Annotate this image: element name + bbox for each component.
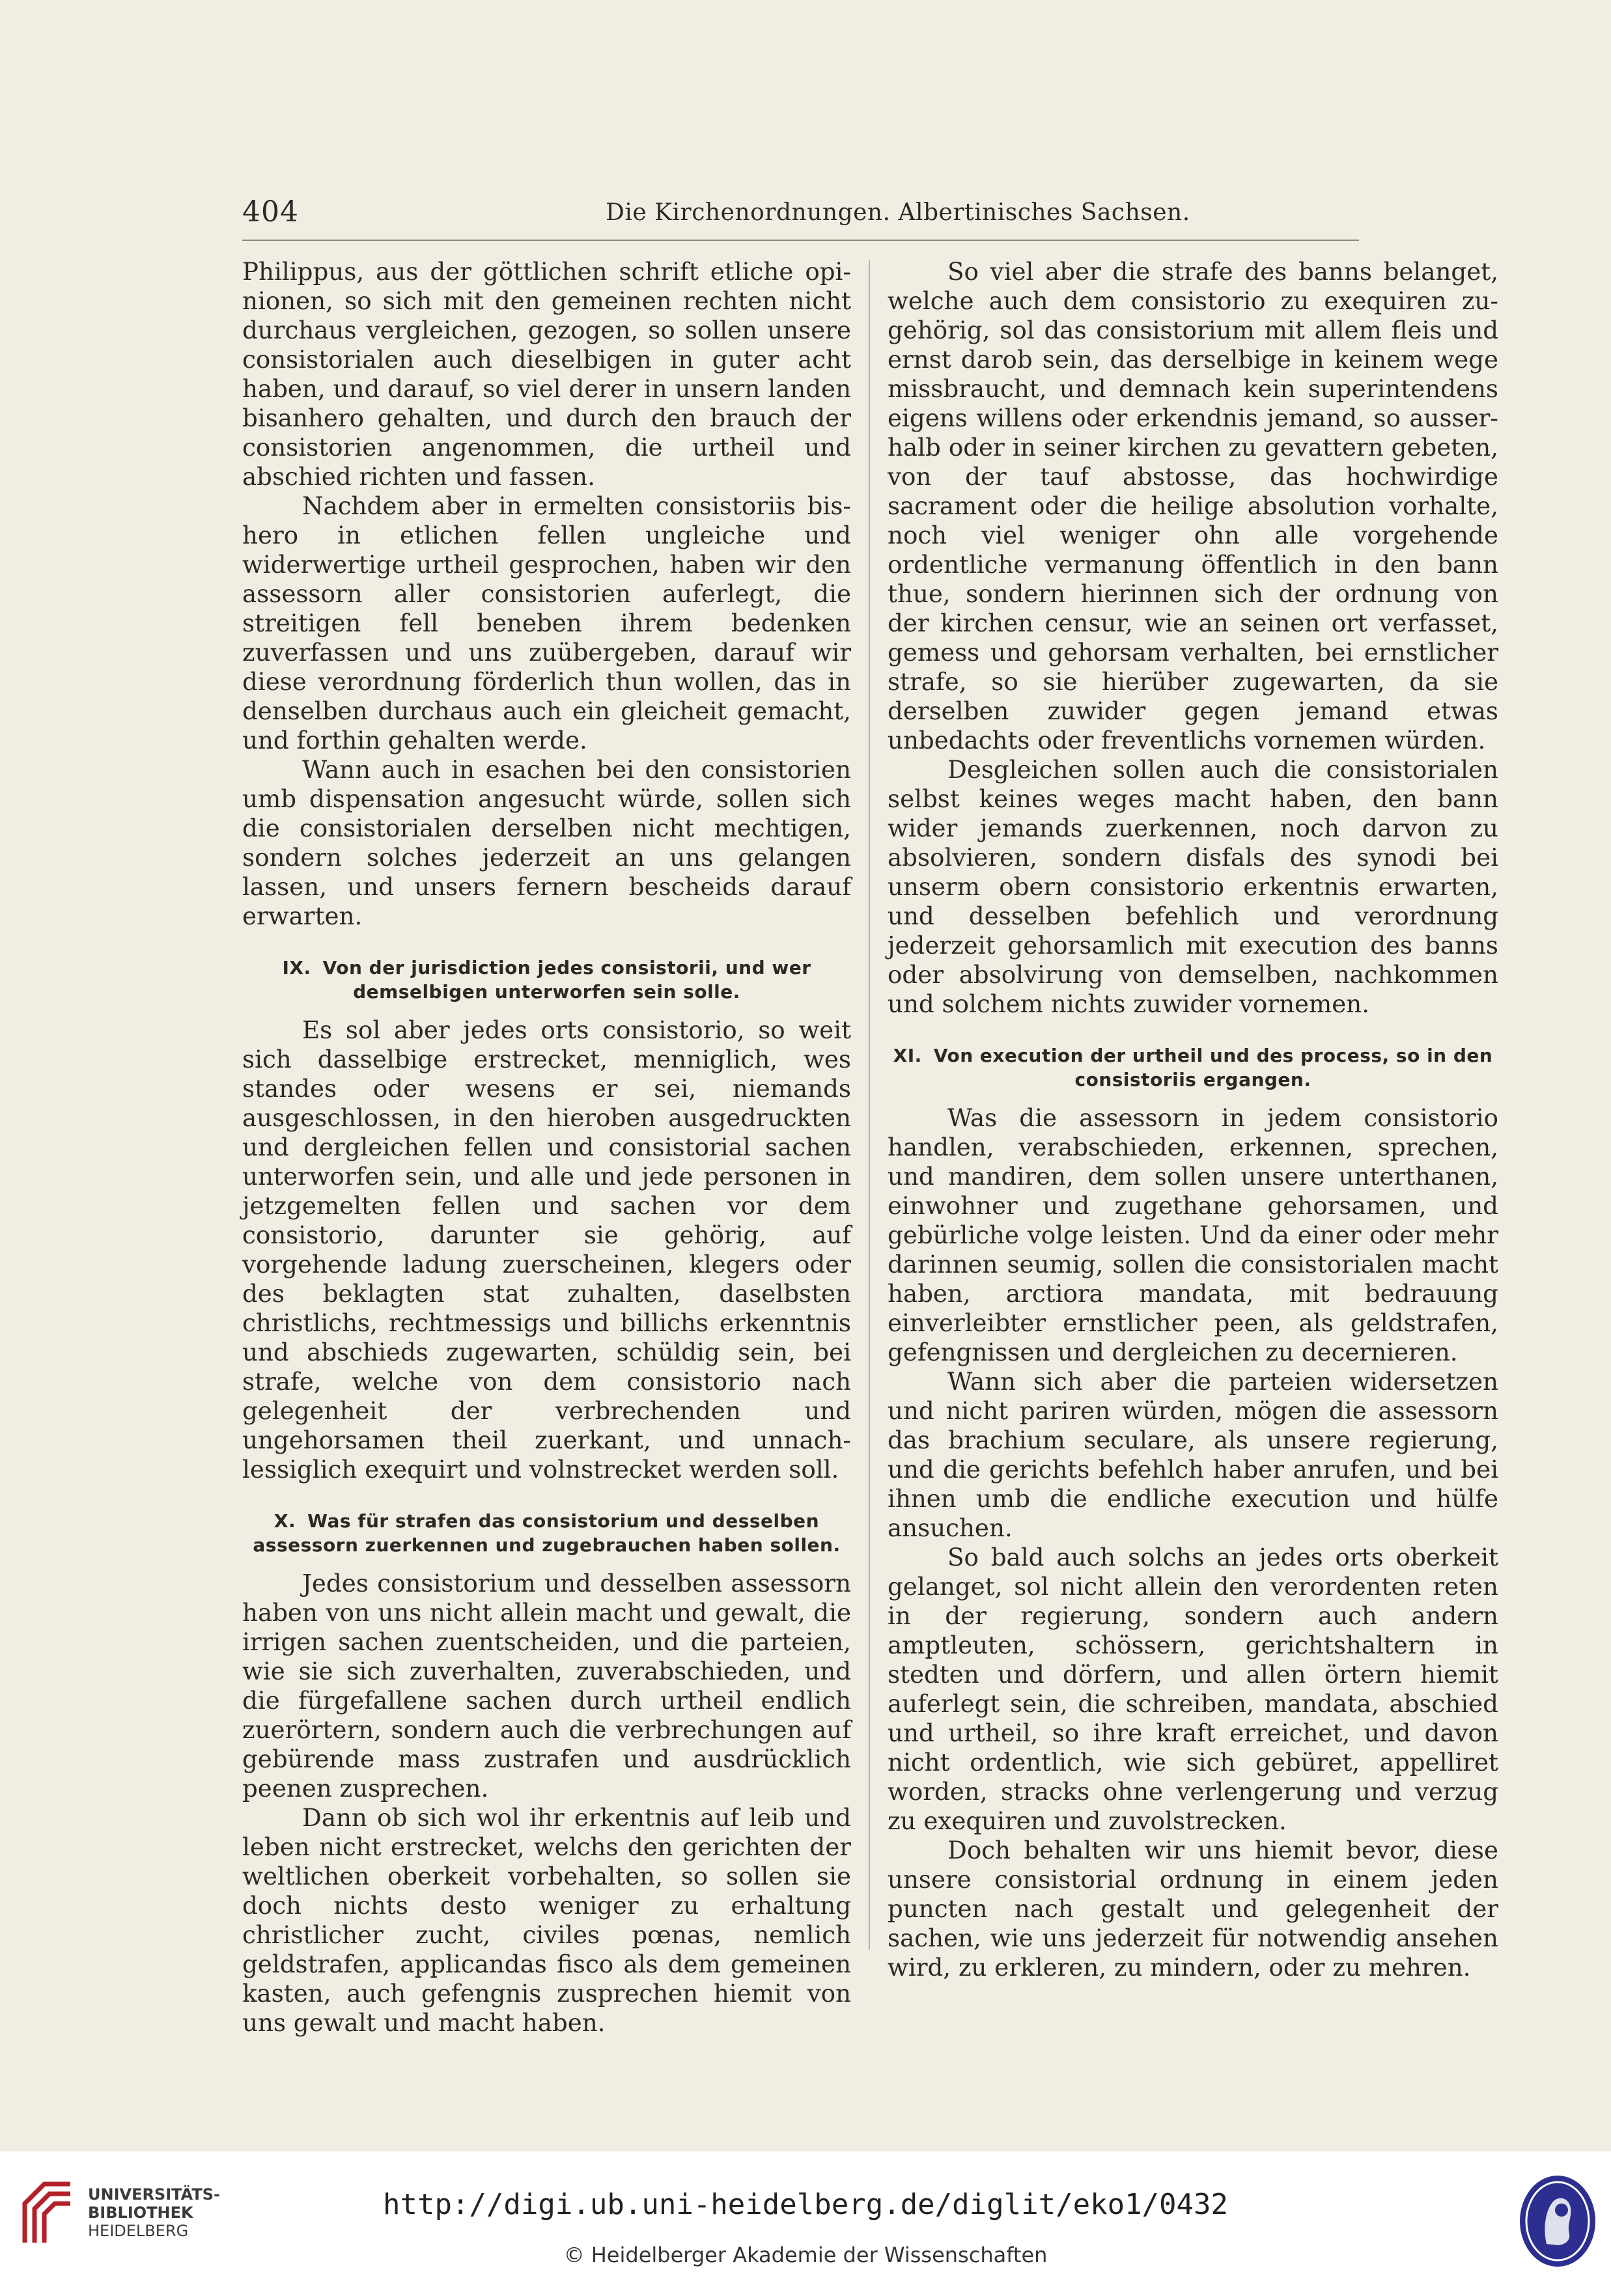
- footer-bar: [0, 2151, 1611, 2296]
- paragraph: So viel aber die strafe des banns belanget, welche auch dem consistorio zu exequiren zugehörig, sol das consistorium mit allem fleis und ernst darob sein, das derselbige in keinem wege missbraucht, und demnach kein superintendens eigens willens oder erkendnis jemand, so ausserhalb oder in seiner kirchen zu gevattern gebeten, von der tauf abstosse, das hochwirdige sacrament oder die heilige absolution vorhalte, noch viel weniger ohn alle vorgehende ordentliche vermanung öffentlich in den bann thue, sondern hierinnen sich der ordnung von der kirchen censur, wie an seinen ort verfasset, gemess und gehorsam verhalten, bei ernstlicher strafe, so sie hierüber zugewarten, da sie derselben zuwider gegen jemand etwas unbedachts oder freventlichs vornemen würden.: [888, 257, 1498, 754]
- column-divider: [869, 260, 870, 1950]
- paragraph: Wann auch in esachen bei den consistorien umb dispensation angesucht würde, sollen sich die consistorialen derselben nicht mechtigen, sondern solches jederzeit an uns gelangen lassen, und unsers fernern bescheids darauf erwarten.: [242, 755, 851, 930]
- paragraph: Philippus, aus der göttlichen schrift etliche opinionen, so sich mit den gemeinen rechten nicht durchaus vergleichen, gezogen, so sollen unsere consistorialen auch dieselbigen in guter acht haben, und darauf, so viel derer in unsern landen bisanhero gehalten, und durch den brauch der consistorien angenommen, die urtheil und abschied richten und fassen.: [242, 257, 851, 491]
- paragraph: Was die assessorn in jedem consistorio handlen, verabschieden, erkennen, sprechen, und mandiren, dem sollen unsere unterthanen, einwohner und zugethane gehorsamen, und gebürliche volge leisten. Und da einer oder mehr darinnen seumig, sollen die consistorialen macht haben, arctiora mandata, mit bedrauung einverleibter ernstlicher peen, als geldstrafen, gefengnissen und dergleichen zu decernieren.: [888, 1103, 1498, 1366]
- library-line: HEIDELBERG: [88, 2222, 189, 2240]
- paragraph: Es sol aber jedes orts consistorio, so weit sich dasselbige erstrecket, menniglich, wes standes oder wesens er sei, niemands ausgeschlossen, in den hieroben ausgedruckten und dergleichen fellen und consistorial sachen unterworfen sein, und alle und jede personen in jetzgemelten fellen und sachen vor dem consistorio, darunter sie gehörig, auf vorgehende ladung zuerscheinen, klegers oder des beklagten stat zuhalten, daselbsten christlichs, rechtmessigs und billichs erkenntnis und abschieds zugewarten, schüldig sein, bei strafe, welche von dem consistorio nach gelegenheit der verbrechenden und ungehorsamen theil zuerkant, und unnachlessiglich exequirt und volnstrecket werden soll.: [242, 1016, 851, 1484]
- paragraph: Wann sich aber die parteien widersetzen und nicht pariren würden, mögen die assessorn das brachium seculare, als unsere regierung, und die gerichts befehlch haber anrufen, und bei ihnen umb die endliche execution und hülfe ansuchen.: [888, 1367, 1498, 1542]
- section-title: Von execution der urtheil und des process, so in den consistoriis ergangen.: [933, 1045, 1493, 1090]
- section-title: Von der jurisdiction jedes consistorii, und wer demselbigen unterworfen sein solle.: [322, 957, 811, 1003]
- section-number: X.: [273, 1510, 296, 1532]
- running-title: Die Kirchenordnungen. Albertinisches Sachsen.: [606, 199, 1190, 226]
- permalink-url[interactable]: http://digi.ub.uni-heidelberg.de/diglit/eko1/0432: [382, 2188, 1229, 2221]
- paragraph: Nachdem aber in ermelten consistoriis bishero in etlichen fellen ungleiche und widerwertige urtheil gesprochen, haben wir den assessorn aller consistorien auferlegt, die streitigen fell beneben ihrem bedenken zuverfassen und uns zuübergeben, darauf wir diese verordnung förderlich thun wollen, das in denselben durchaus auch ein gleicheit gemacht, und forthin gehalten werde.: [242, 491, 851, 754]
- right-column: [888, 257, 1498, 1982]
- section-heading-x: [242, 1509, 851, 1557]
- library-line: UNIVERSITÄTS-: [88, 2185, 221, 2204]
- academy-seal-icon: [1517, 2172, 1599, 2270]
- section-heading-ix: [242, 956, 851, 1004]
- section-title: Was für strafen das consistorium und desselben assessorn zuerkennen und zugebrauchen haben sollen.: [253, 1510, 841, 1556]
- copyright-notice: © Heidelberger Akademie der Wissenschaften: [563, 2243, 1048, 2267]
- paragraph: Doch behalten wir uns hiemit bevor, diese unsere consistorial ordnung in einem jeden puncten nach gestalt und gelegenheit der sachen, wie uns jederzeit für notwendig ansehen wird, zu erkleren, zu mindern, oder zu mehren.: [888, 1836, 1498, 1982]
- left-column: [242, 257, 851, 2038]
- section-heading-xi: [888, 1044, 1498, 1092]
- paragraph: Desgleichen sollen auch die consistorialen selbst keines weges macht haben, den bann wider jemands zuerkennen, noch darvon zu absolvieren, sondern disfals des synodi bei unserm obern consistorio erkentnis erwarten, und desselben befehlich und verordnung jederzeit gehorsamlich mit execution des banns oder absolvirung von demselben, nachkommen und solchem nichts zuwider vornemen.: [888, 755, 1498, 1018]
- library-line: BIBLIOTHEK: [88, 2204, 193, 2222]
- section-number: XI.: [893, 1045, 922, 1066]
- paragraph: Jedes consistorium und desselben assessorn haben von uns nicht allein macht und gewalt, die irrigen sachen zuentscheiden, und die parteien, wie sie sich zuverhalten, zuverabschieden, und die fürgefallene sachen durch urtheil endlich zuerörtern, sondern auch die verbrechungen auf gebürende mass zustrafen und ausdrücklich peenen zusprechen.: [242, 1569, 851, 1803]
- page-number: 404: [242, 195, 299, 228]
- paragraph: So bald auch solchs an jedes orts oberkeit gelanget, sol nicht allein den verordenten reten in der regierung, sondern auch andern amptleuten, schössern, gerichtshaltern in stedten und dörfern, und allen örtern hiemit auferlegt sein, die schreiben, mandata, abschied und urtheil, so ihre kraft erreichet, und davon nicht ordentlich, wie sich gebüret, appelliret worden, stracks ohne verlengerung und verzug zu exequiren und zuvolstrecken.: [888, 1543, 1498, 1835]
- paragraph: Dann ob sich wol ihr erkentnis auf leib und leben nicht erstrecket, welchs den gerichten der weltlichen oberkeit vorbehalten, so sollen sie doch nichts desto weniger zu erhaltung christlicher zucht, civiles pœnas, nemlich geldstrafen, applicandas fisco als dem gemeinen kasten, auch gefengnis zusprechen hiemit von uns gewalt und macht haben.: [242, 1803, 851, 2037]
- section-number: IX.: [282, 957, 311, 978]
- header-rule: [242, 240, 1359, 241]
